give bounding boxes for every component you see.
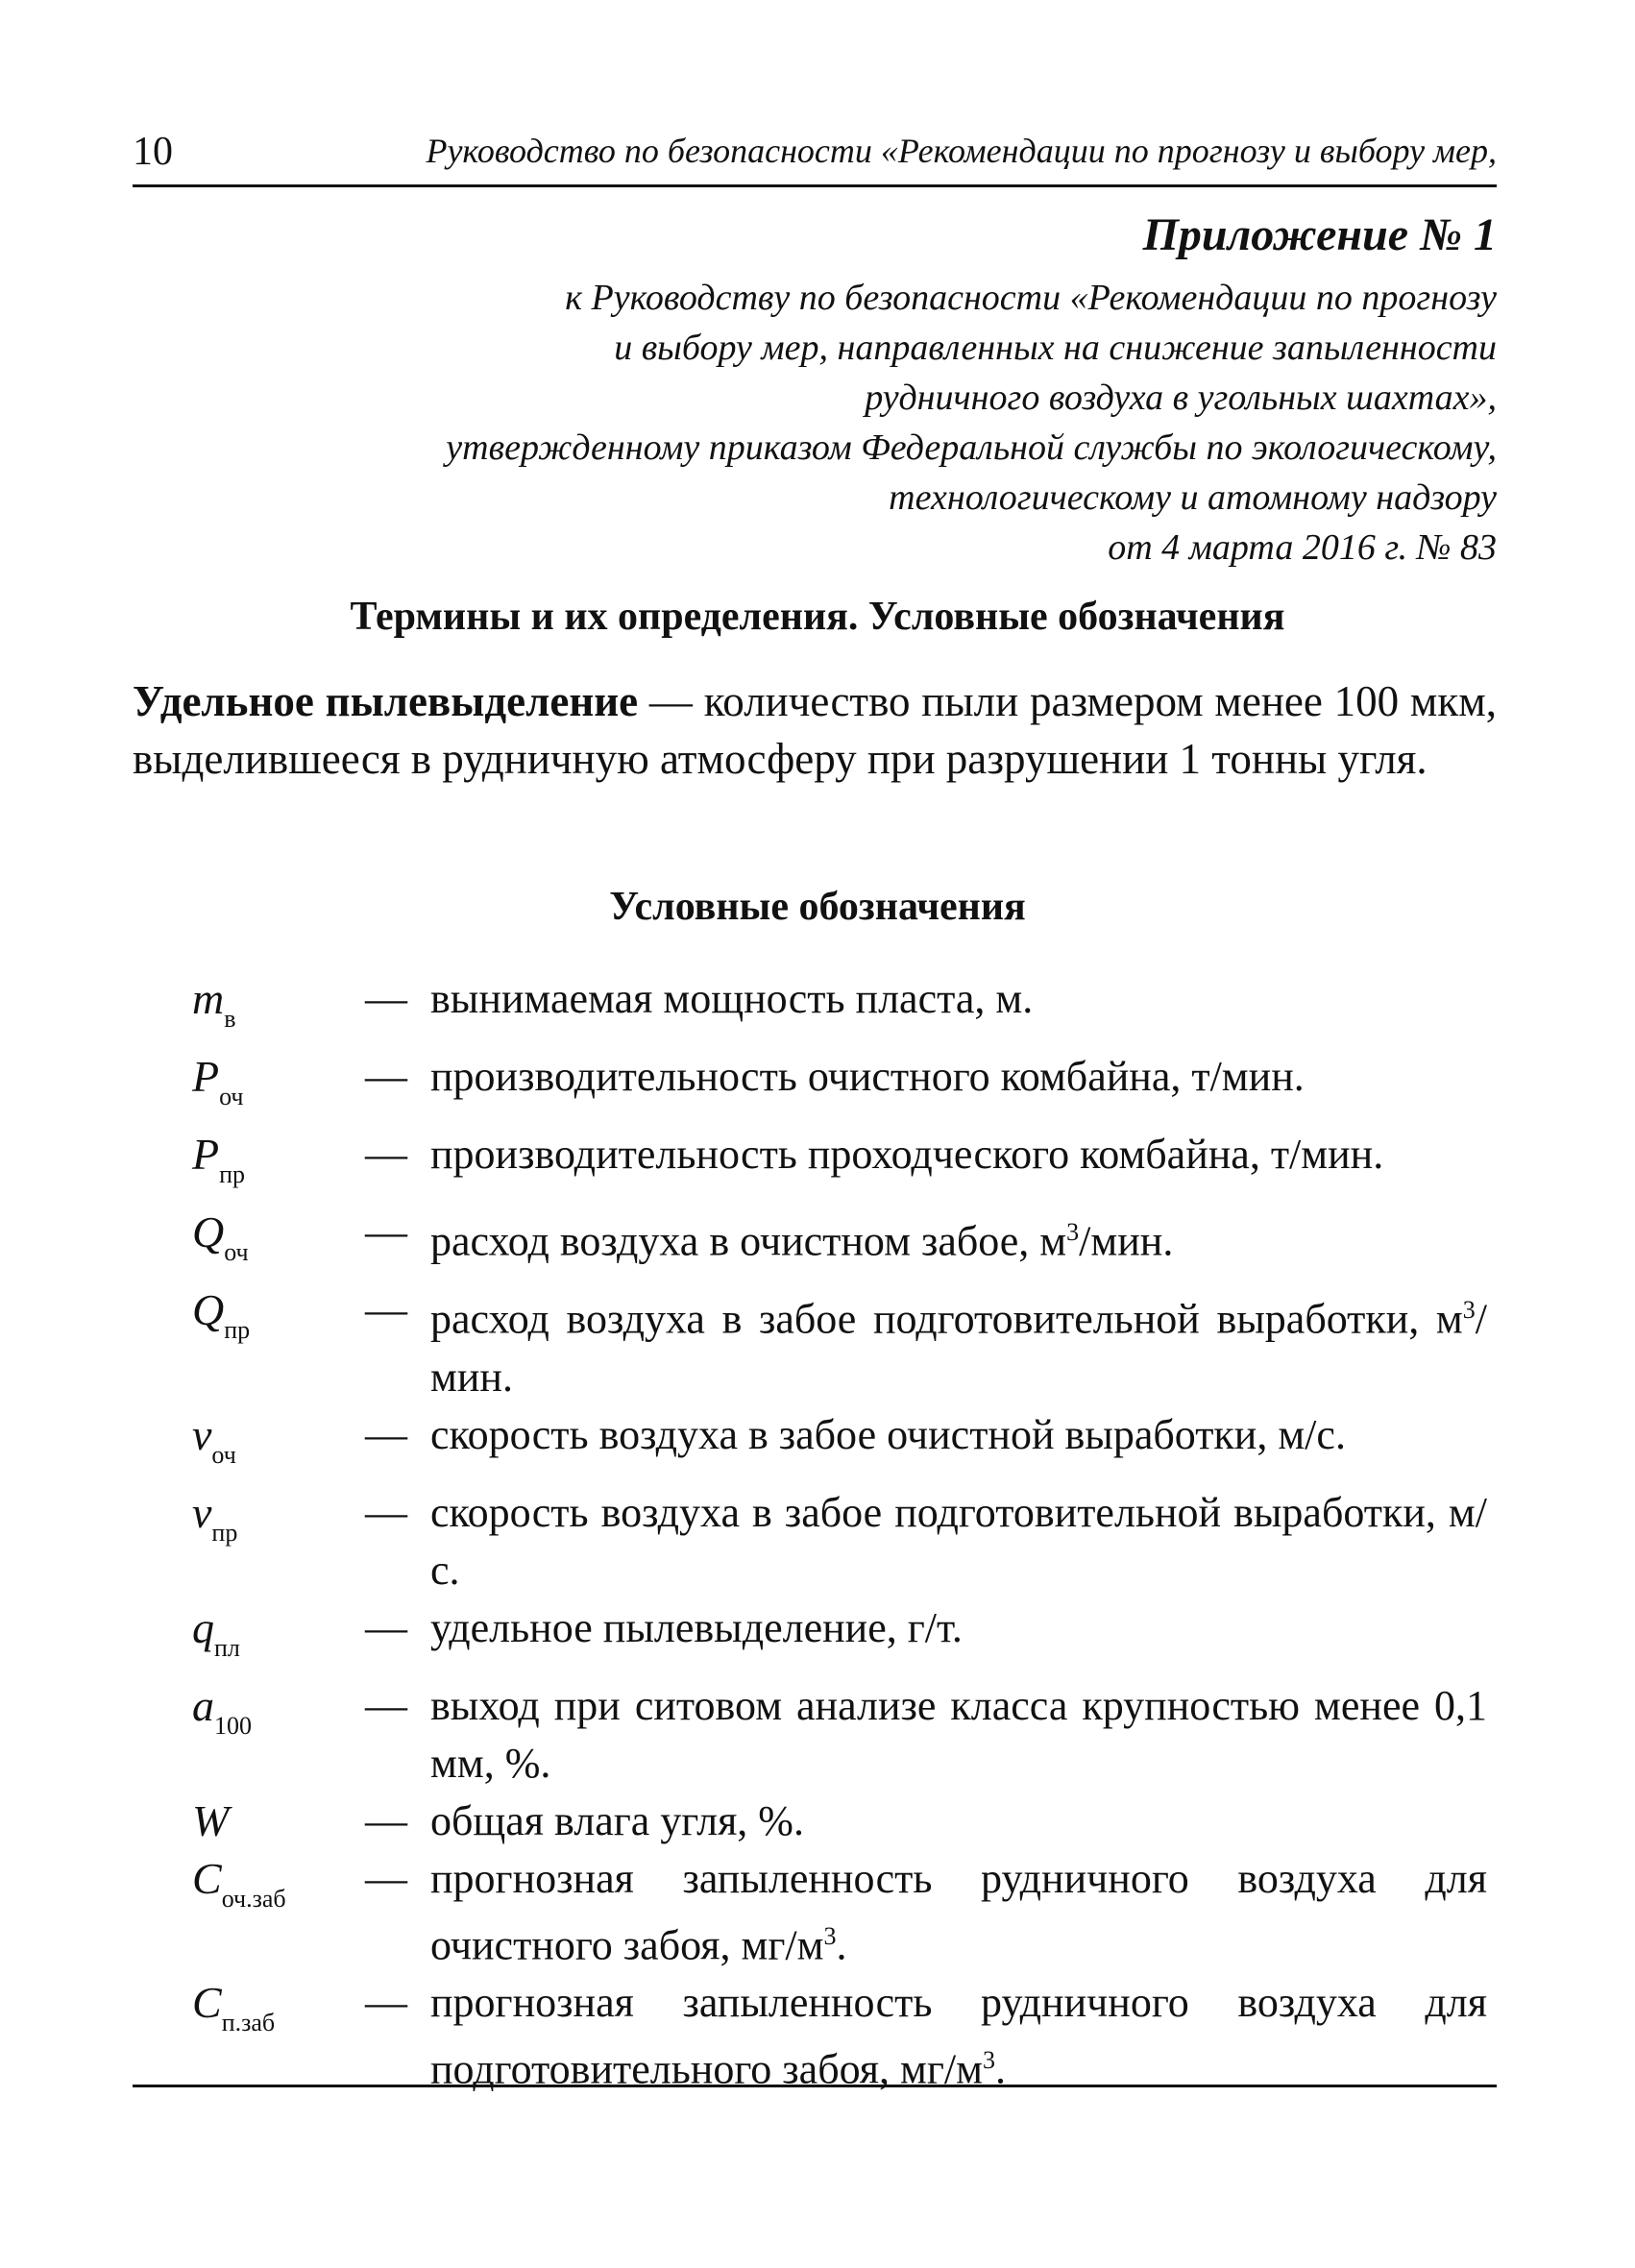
unit-superscript: 3: [1066, 1218, 1080, 1246]
appendix-title: Приложение № 1: [1142, 209, 1497, 260]
symbol-row: [192, 970, 1499, 1048]
symbol-row: [192, 1204, 1499, 1281]
appendix-line: технологическому и атомному надзору: [889, 477, 1497, 518]
symbol-description: [430, 970, 1487, 1028]
symbols-heading: Условные обозначения: [609, 885, 1026, 929]
symbol-base: P: [192, 1052, 220, 1101]
appendix-line: рудничного воздуха в угольных шахтах»,: [865, 378, 1497, 418]
symbol-description: [430, 1974, 1487, 2099]
symbol-dash: —: [365, 1286, 407, 1333]
symbol-notation: [192, 1850, 365, 1928]
appendix-line: к Руководству по безопасности «Рекомендации по прогнозу: [565, 278, 1497, 318]
symbol-dash: —: [365, 1131, 407, 1178]
symbol-base: Q: [192, 1285, 225, 1334]
symbol-notation: [192, 1048, 365, 1126]
symbol-dash: —: [365, 1208, 407, 1256]
symbol-row: [192, 1850, 1499, 1975]
symbol-row: [192, 1048, 1499, 1126]
symbol-notation: [192, 970, 365, 1048]
symbol-description: [430, 1792, 1487, 1850]
symbol-base: v: [192, 1487, 212, 1537]
symbol-base: W: [192, 1795, 230, 1845]
symbol-dash: —: [365, 1410, 407, 1458]
symbol-description: [430, 1484, 1487, 1599]
definition-paragraph: [133, 672, 1497, 788]
symbol-notation: [192, 1126, 365, 1204]
symbol-subscript: 100: [214, 1711, 252, 1740]
symbol-row: [192, 1281, 1499, 1406]
symbol-notation: [192, 1974, 365, 2052]
symbol-notation: [192, 1204, 365, 1281]
symbol-row: [192, 1406, 1499, 1484]
symbol-row: [192, 1126, 1499, 1204]
symbol-notation: [192, 1677, 365, 1755]
symbol-subscript: оч: [219, 1083, 244, 1110]
symbol-notation: [192, 1484, 365, 1562]
symbol-description-tail: .: [836, 1921, 847, 1969]
symbol-description-text: скорость воздуха в забое подготовительной выработки, м/с.: [430, 1488, 1487, 1594]
definition-text: — количество пыли размером менее 100 мкм, выделившееся в рудничную атмосферу при разрушении 1 тонны угля.: [133, 677, 1497, 783]
symbol-description-text: скорость воздуха в забое очистной выработки, м/с.: [430, 1410, 1346, 1458]
symbol-notation: [192, 1406, 365, 1484]
symbol-description-text: прогнозная запыленность рудничного воздуха для очистного забоя, мг/м: [430, 1854, 1487, 1969]
unit-superscript: 3: [982, 2046, 995, 2075]
appendix-line: и выбору мер, направленных на снижение запыленности: [614, 328, 1497, 368]
symbol-description-tail: /мин.: [1079, 1217, 1174, 1265]
symbol-dash: —: [365, 1979, 407, 2027]
definition-term: Удельное пылевыделение: [133, 677, 639, 725]
appendix-line: утвержденному приказом Федеральной службы по экологическому,: [446, 427, 1497, 468]
symbol-subscript: п.заб: [221, 2009, 276, 2037]
symbols-list: [192, 970, 1499, 2099]
footer-rule: [133, 2085, 1497, 2087]
symbol-subscript: пр: [224, 1316, 251, 1344]
symbol-description: [430, 1281, 1487, 1406]
symbol-dash: —: [365, 975, 407, 1022]
symbol-description: [430, 1126, 1487, 1183]
running-header: [133, 123, 1497, 187]
page-number: 10: [133, 130, 173, 174]
symbol-description: [430, 1850, 1487, 1975]
symbol-description-text: удельное пылевыделение, г/т.: [430, 1603, 963, 1651]
appendix-block: [446, 206, 1497, 573]
symbol-row: [192, 1792, 1499, 1850]
terms-heading: Термины и их определения. Условные обозначения: [350, 595, 1285, 639]
symbol-subscript: оч: [224, 1238, 249, 1266]
symbol-row: [192, 1484, 1499, 1599]
unit-superscript: 3: [823, 1921, 837, 1950]
running-title: Руководство по безопасности «Рекомендации по прогнозу и выбору мер,: [426, 132, 1497, 170]
symbol-base: P: [192, 1130, 220, 1179]
symbol-notation: [192, 1599, 365, 1677]
unit-superscript: 3: [1462, 1296, 1476, 1324]
symbol-subscript: в: [224, 1005, 236, 1033]
symbol-base: C: [192, 1978, 222, 2028]
symbol-base: v: [192, 1409, 212, 1459]
symbol-description-tail: .: [994, 2045, 1006, 2093]
symbol-description: [430, 1204, 1487, 1271]
symbol-subscript: оч.заб: [221, 1884, 286, 1913]
symbol-description-text: прогнозная запыленность рудничного воздуха для подготовительного забоя, мг/м: [430, 1979, 1487, 2093]
appendix-line: от 4 марта 2016 г. № 83: [1108, 527, 1497, 568]
symbol-notation: [192, 1281, 365, 1359]
symbol-subscript: пр: [219, 1160, 246, 1188]
symbol-notation: [192, 1792, 365, 1850]
symbol-description: [430, 1677, 1487, 1792]
symbol-base: q: [192, 1602, 214, 1652]
symbol-row: [192, 1974, 1499, 2099]
symbol-description: [430, 1599, 1487, 1657]
symbol-row: [192, 1677, 1499, 1792]
symbol-subscript: пл: [214, 1633, 240, 1662]
symbol-description-text: выход при ситовом анализе класса крупностью менее 0,1 мм, %.: [430, 1681, 1487, 1787]
symbol-dash: —: [365, 1488, 407, 1536]
symbol-description-text: производительность проходческого комбайна, т/мин.: [430, 1131, 1384, 1178]
symbol-dash: —: [365, 1854, 407, 1902]
symbol-subscript: оч: [211, 1440, 236, 1469]
symbol-description-text: производительность очистного комбайна, т/мин.: [430, 1053, 1305, 1100]
symbol-dash: —: [365, 1603, 407, 1651]
symbol-base: a: [192, 1680, 214, 1730]
symbol-description-text: общая влага угля, %.: [430, 1796, 804, 1844]
symbol-description: [430, 1406, 1487, 1464]
symbol-description: [430, 1048, 1487, 1106]
symbol-description-tail: /мин.: [430, 1295, 1487, 1401]
symbol-base: C: [192, 1853, 222, 1903]
symbol-row: [192, 1599, 1499, 1677]
symbol-dash: —: [365, 1053, 407, 1100]
symbol-subscript: пр: [211, 1518, 238, 1547]
symbol-dash: —: [365, 1681, 407, 1729]
symbol-description-text: вынимаемая мощность пласта, м.: [430, 975, 1034, 1022]
symbol-base: Q: [192, 1207, 225, 1256]
symbol-base: m: [192, 974, 225, 1023]
symbol-description-text: расход воздуха в забое подготовительной выработки, м: [430, 1295, 1463, 1343]
symbol-description-text: расход воздуха в очистном забое, м: [430, 1217, 1067, 1265]
symbol-dash: —: [365, 1796, 407, 1844]
